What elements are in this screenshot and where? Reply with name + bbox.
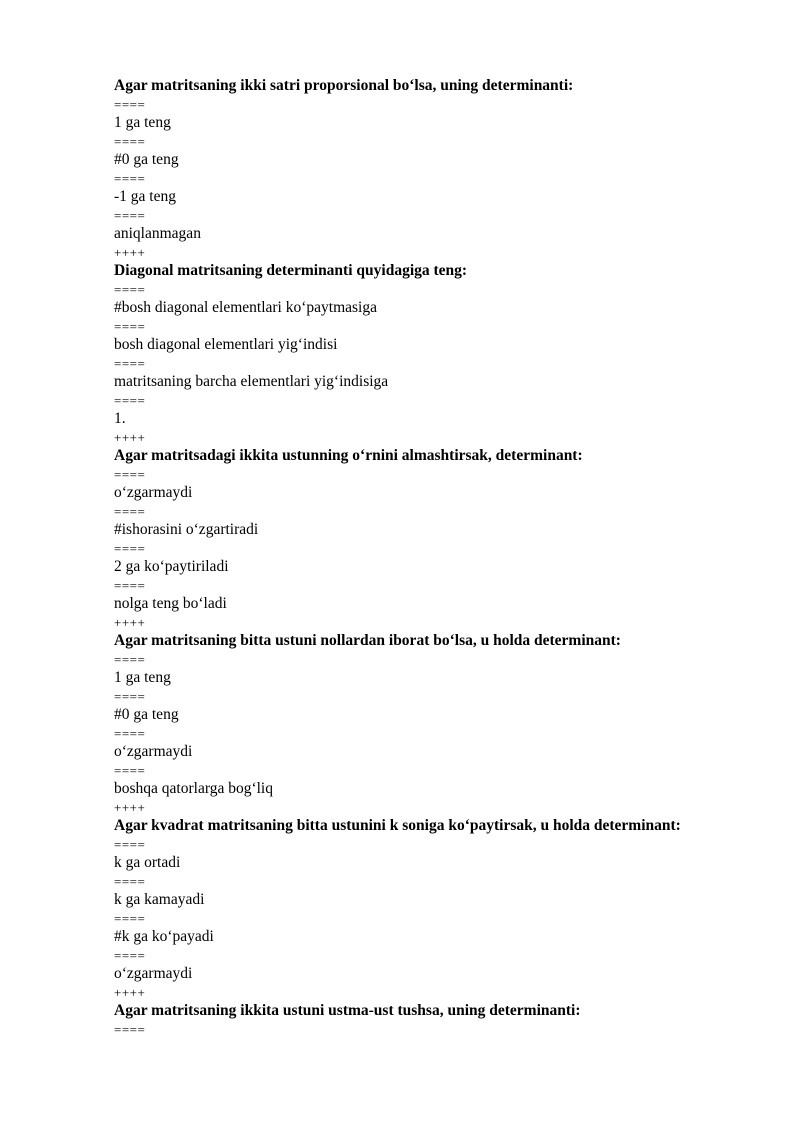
option-separator: ==== [114,689,146,704]
question-text: Agar matritsaning ikkita ustuni ustma-ust tushsa, uning determinanti: [114,1002,581,1019]
answer-option: #0 ga teng [114,151,179,168]
answer-option: boshqa qatorlarga bog‘liq [114,780,273,797]
answer-option: aniqlanmagan [114,225,201,242]
answer-option: k ga ortadi [114,854,181,871]
answer-option: #0 ga teng [114,706,179,723]
answer-option: o‘zgarmaydi [114,965,193,982]
question-separator: ++++ [114,430,146,445]
option-separator: ==== [114,504,146,519]
option-separator: ==== [114,319,146,334]
option-separator: ==== [114,874,146,889]
question-separator: ++++ [114,800,146,815]
option-separator: ==== [114,134,146,149]
answer-option: bosh diagonal elementlari yig‘indisi [114,336,338,353]
answer-option: 1. [114,410,126,427]
question-separator: ++++ [114,245,146,260]
option-separator: ==== [114,652,146,667]
answer-option: matritsaning barcha elementlari yig‘indisiga [114,373,389,390]
answer-option: 1 ga teng [114,114,171,131]
option-separator: ==== [114,726,146,741]
option-separator: ==== [114,578,146,593]
question-text: Agar matritsadagi ikkita ustunning o‘rnini almashtirsak, determinant: [114,447,583,464]
option-separator: ==== [114,208,146,223]
answer-option: #k ga ko‘payadi [114,928,214,945]
answer-option: o‘zgarmaydi [114,484,193,501]
answer-option: k ga kamayadi [114,891,205,908]
option-separator: ==== [114,911,146,926]
option-separator: ==== [114,541,146,556]
option-separator: ==== [114,1022,146,1037]
option-separator: ==== [114,948,146,963]
option-separator: ==== [114,837,146,852]
answer-option: #ishorasini o‘zgartiradi [114,521,259,538]
question-text: Agar matritsaning ikki satri proporsional bo‘lsa, uning determinanti: [114,77,574,94]
option-separator: ==== [114,763,146,778]
document-page [114,75,754,1037]
question-text: Agar matritsaning bitta ustuni nollardan iborat bo‘lsa, u holda determinant: [114,632,621,649]
answer-option: nolga teng bo‘ladi [114,595,227,612]
option-separator: ==== [114,393,146,408]
question-separator: ++++ [114,985,146,1000]
option-separator: ==== [114,282,146,297]
question-text: Agar kvadrat matritsaning bitta ustunini k soniga ko‘paytirsak, u holda determinant: [114,817,681,834]
answer-option: 2 ga ko‘paytiriladi [114,558,229,575]
option-separator: ==== [114,171,146,186]
question-text: Diagonal matritsaning determinanti quyidagiga teng: [114,262,468,279]
answer-option: #bosh diagonal elementlari ko‘paytmasiga [114,299,377,316]
answer-option: 1 ga teng [114,669,171,686]
question-separator: ++++ [114,615,146,630]
answer-option: o‘zgarmaydi [114,743,193,760]
answer-option: -1 ga teng [114,188,176,205]
option-separator: ==== [114,356,146,371]
option-separator: ==== [114,467,146,482]
option-separator: ==== [114,97,146,112]
